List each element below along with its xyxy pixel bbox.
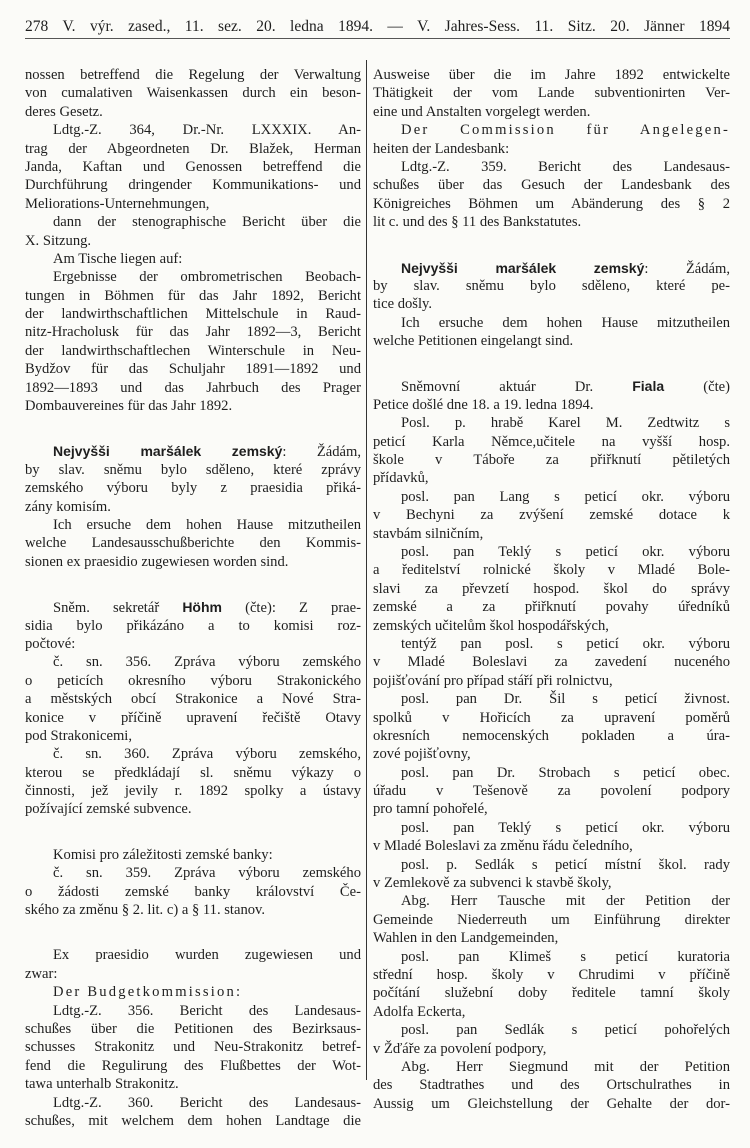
text-line: by slav. sněmu bylo sděleno, které pe- — [373, 277, 730, 294]
paragraph — [25, 1094, 361, 1131]
text-line: Bydžov für das Schuljahr 1891—1892 und — [25, 361, 361, 378]
text-line: Wahlen in den Landgemeinden, — [373, 930, 559, 947]
column-divider — [366, 60, 367, 1080]
text-line: 1892—1893 und das Jahrbuch des Prager — [25, 379, 361, 396]
text-line: činnosti, jež jevily r. 1892 spolky a ústavy — [25, 783, 361, 800]
text-line: lit c. und des § 11 des Bankstatutes. — [373, 214, 582, 231]
text-line: č. sn. 359. Zpráva výboru zemského — [53, 865, 361, 882]
paragraph — [25, 846, 361, 864]
paragraph — [373, 690, 730, 764]
text-line: nossen betreffend die Regelung der Verwaltung — [25, 67, 361, 83]
speaker-name: Fiala — [632, 378, 665, 395]
text-line: úřadu v Tešenově za povolení podpory — [373, 783, 730, 800]
text-line: stavbám silničním, — [373, 525, 484, 542]
paragraph — [373, 856, 730, 893]
text-line: schußes über die Petitionen des Bezirksaus- — [25, 1020, 361, 1037]
text-line — [373, 259, 730, 277]
paragraph — [373, 488, 730, 543]
text-line: Thätigkeit der vom Lande subventionirten Ver- — [373, 85, 730, 102]
text-line: zemských učitelům škol hospodářských, — [373, 617, 609, 634]
text-line: Ldtg.-Z. 359. Bericht des Landesaus- — [401, 158, 730, 175]
text-line: Janda, Kaftan und Genossen betreffend die — [25, 158, 361, 175]
text-line: a ředitelství rolnické školy v Mladé Bole- — [373, 562, 730, 579]
text-line: v Žďáře za povolení podpory, — [373, 1040, 547, 1057]
paragraph — [25, 946, 361, 983]
speaker-name: Höhm — [182, 599, 222, 616]
text-line: Ergebnisse der ombrometrischen Beobach- — [53, 269, 361, 286]
text-line: posl. pan Teklý s peticí okr. výboru — [401, 819, 730, 836]
text-line: počtové: — [25, 635, 76, 652]
text-line: Ausweise über die im Jahre 1892 entwickelte — [373, 67, 730, 83]
text-line: welche Petitionen eingelangt sind. — [373, 333, 574, 350]
text-line: von cumalativen Waisenkassen durch ein beson- — [25, 85, 361, 102]
text-line: ského za změnu § 2. lit. c) a § 11. stanov. — [25, 902, 266, 919]
text-line: v Bechyni za zvýšení zemské dotace k — [373, 507, 730, 524]
text-line: heiten der Landesbank: — [373, 140, 510, 157]
text-line — [373, 377, 730, 395]
paragraph — [373, 948, 730, 1022]
text-line: okresních nemocenských pokladen a úra- — [373, 727, 730, 744]
paragraph — [373, 1058, 730, 1113]
text-line: posl. p. Sedlák s peticí místní škol. rady — [401, 856, 730, 873]
text-line: deres Gesetz. — [25, 103, 103, 120]
paragraph — [373, 314, 730, 351]
text-line: zové pojišťovny, — [373, 746, 471, 763]
paragraph — [25, 121, 361, 213]
text-line: eine und Anstalten vorgelegt werden. — [373, 103, 591, 120]
text-line: tice došly. — [373, 296, 433, 313]
text-line: peticí Karla Němce,učitele na vyšší hosp. — [373, 433, 730, 450]
text-line: sionen ex praesidio zugewiesen worden sind. — [25, 553, 289, 570]
text-line: schußes, mit welchem dem hohen Landtage die — [25, 1112, 361, 1129]
paragraph — [25, 1002, 361, 1094]
text-line: Der Budgetkommission: — [53, 984, 243, 1001]
text-line: v Mladé Boleslavi za zavedení nuceného — [373, 654, 730, 671]
text-line: a městských obcí Strakonice a Nové Stra- — [25, 691, 361, 708]
text-line: pojišťování pro případ stáří při rolnictvu, — [373, 672, 613, 689]
paragraph — [373, 377, 730, 414]
text-segment: (čte) — [664, 379, 730, 396]
text-segment: : Žádám, — [282, 444, 361, 461]
text-line: pod Strakonicemi, — [25, 727, 133, 744]
text-line: v Zemlekově za subvenci k stavbě školy, — [373, 875, 612, 892]
paragraph — [25, 864, 361, 919]
text-line: Ex praesidio wurden zugewiesen und — [53, 947, 361, 964]
paragraph — [25, 250, 361, 268]
text-segment: (čte): Z prae- — [221, 600, 361, 617]
text-line: střední hosp. školy v Chrudimi v příčině — [373, 966, 730, 983]
text-line: schußes über das Gesuch der Landesbank des — [373, 177, 730, 194]
text-line: Ldtg.-Z. 356. Bericht des Landesaus- — [53, 1002, 361, 1019]
text-line: Gemeinde Niederreuth um Einführung direkter — [373, 911, 730, 928]
text-line: posl. pan Dr. Šil s peticí živnost. — [401, 691, 730, 708]
paragraph — [373, 414, 730, 488]
text-line: zány komisím. — [25, 498, 111, 515]
text-line: tentýž pan posl. s peticí okr. výboru — [401, 635, 730, 652]
text-line: Adolfa Eckerta, — [373, 1003, 466, 1020]
text-line: č. sn. 360. Zpráva výboru zemského, — [53, 746, 361, 763]
text-line: fend die Regulirung des Flußbettes der Wot- — [25, 1057, 361, 1074]
text-line: X. Sitzung. — [25, 232, 92, 249]
paragraph — [25, 598, 361, 653]
text-line: Ich ersuche dem hohen Hause mitzutheilen — [401, 314, 730, 331]
paragraph — [25, 268, 361, 415]
text-line: Aussig um Gleichstellung der Gehalte der dor- — [373, 1095, 730, 1112]
paragraph — [25, 213, 361, 250]
text-line: konice v příčině upravení řečiště Otavy — [25, 709, 361, 726]
paragraph — [373, 892, 730, 947]
text-line: o žádosti zemské banky království Če- — [25, 883, 361, 900]
text-line: der landwirthschaftlechen Winterschule in Neu- — [25, 342, 361, 359]
text-line: nitz-Hracholusk für das Jahr 1892—3, Bericht — [25, 324, 361, 341]
text-line: posl. pan Lang s peticí okr. výboru — [401, 488, 730, 505]
text-line: škole v Táboře za přiřknutí pětiletých — [373, 452, 730, 469]
text-line: kterou se předkládají sl. sněmu výkazy o — [25, 764, 361, 781]
text-line: schusses Strakonitz und Neu-Strakonitz betref- — [25, 1039, 361, 1056]
right-column — [373, 66, 730, 1113]
paragraph — [25, 983, 361, 1001]
text-line: Ich ersuche dem hohen Hause mitzutheilen — [53, 516, 361, 533]
text-line: Am Tische liegen auf: — [53, 250, 183, 267]
text-segment: Sněmovní aktuár Dr. — [401, 379, 633, 396]
text-line: Durchführung dringender Kommunikations- und — [25, 177, 361, 194]
paragraph — [373, 635, 730, 690]
text-line: Komisi pro záležitosti zemské banky: — [53, 846, 273, 863]
paragraph — [25, 745, 361, 819]
left-column — [25, 66, 361, 1130]
text-line: č. sn. 356. Zpráva výboru zemského — [53, 654, 361, 671]
text-line: Meliorations-Unternehmungen, — [25, 195, 210, 212]
speaker-name: Nejvyšši maršálek zemský — [401, 259, 645, 276]
text-line: des Stadtrathes und des Ortschulrathes in — [373, 1077, 730, 1094]
text-line — [25, 442, 361, 460]
paragraph — [373, 158, 730, 232]
paragraph — [373, 819, 730, 856]
text-line: zemské a za přiřknutí povahy úředníků — [373, 599, 730, 616]
paragraph — [25, 66, 361, 121]
text-line: posl. pan Dr. Strobach s peticí obec. — [401, 764, 730, 781]
text-line: přídavků, — [373, 470, 429, 487]
text-line: posl. pan Sedlák s peticí pohořelých — [401, 1022, 730, 1039]
paragraph — [373, 1021, 730, 1058]
text-line: der landwirthschaftlichen Mittelschule in Raud- — [25, 306, 361, 323]
paragraph — [373, 764, 730, 819]
paragraph — [25, 442, 361, 516]
text-line: tungen in Böhmen für das Jahr 1892, Bericht — [25, 287, 361, 304]
text-line: Petice došlé dne 18. a 19. ledna 1894. — [373, 396, 594, 413]
paragraph — [373, 543, 730, 635]
paragraph — [25, 516, 361, 571]
text-line: dann der stenographische Bericht über die — [53, 214, 361, 231]
text-line: pro tamní pohořelé, — [373, 801, 488, 818]
text-line: tawa unterhalb Strakonitz. — [25, 1076, 179, 1093]
text-line: welche Landesausschußberichte den Kommis- — [25, 535, 361, 552]
page-header: 278 V. výr. zased., 11. sez. 20. ledna 1894. — V. Jahres-Sess. 11. Sitz. 20. Jänner 1894 — [25, 18, 730, 39]
text-line — [25, 598, 361, 616]
text-line: sidia bylo přikázáno a to komisi roz- — [25, 617, 361, 634]
paragraph — [373, 66, 730, 121]
text-line: zemského výboru byly z praesidia přiká- — [25, 480, 361, 497]
paragraph — [373, 121, 730, 158]
text-line: požívající zemské subvence. — [25, 801, 192, 818]
text-line: počítání služební doby ředitele tamní školy — [373, 985, 730, 1002]
text-line: Abg. Herr Tausche mit der Petition der — [401, 893, 730, 910]
text-line: Der Commission für Angelegen- — [401, 122, 730, 139]
text-line: posl. pan Klimeš s peticí kuratoria — [401, 948, 730, 965]
text-line: Königreiches Böhmen um Abänderung des § 2 — [373, 195, 730, 212]
paragraph — [25, 653, 361, 745]
text-line: v Mladé Boleslavi za změnu řádu čeledního, — [373, 838, 633, 855]
text-line: Abg. Herr Siegmund mit der Petition — [401, 1058, 730, 1075]
text-line: Ldtg.-Z. 360. Bericht des Landesaus- — [53, 1094, 361, 1111]
text-line: zwar: — [25, 965, 58, 982]
text-line: Dombauvereines für das Jahr 1892. — [25, 398, 233, 415]
text-line: spolků v Hořicích za upravení poměrů — [373, 709, 730, 726]
paragraph — [373, 259, 730, 314]
text-segment: Sněm. sekretář — [53, 600, 183, 617]
text-line: by slav. sněmu bylo sděleno, které zprávy — [25, 461, 361, 478]
text-line: posl. pan Teklý s peticí okr. výboru — [401, 543, 730, 560]
text-line: Posl. p. hrabě Karel M. Zedtwitz s — [401, 415, 730, 432]
text-line: trag der Abgeordneten Dr. Blažek, Herman — [25, 140, 361, 157]
text-line: slavi za převzetí hospod. škol do správy — [373, 580, 730, 597]
text-line: Ldtg.-Z. 364, Dr.-Nr. LXXXIX. An- — [53, 122, 361, 139]
text-segment: : Žádám, — [644, 260, 730, 277]
speaker-name: Nejvyšši maršálek zemský — [53, 443, 283, 460]
text-line: o peticích okresního výboru Strakonického — [25, 672, 361, 689]
